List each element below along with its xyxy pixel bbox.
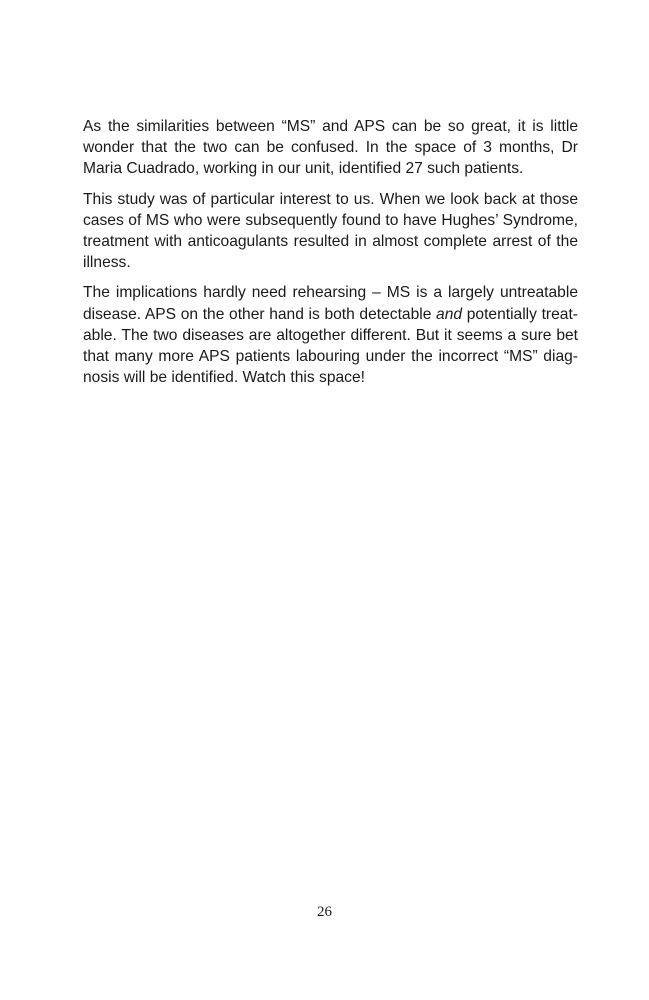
- paragraph-3-part-2: potentially treatable. The two diseases are altogether different. But it seems a sure bet that many more APS patients labouring under the incorrect “MS” diagnosis will be identified. Watch this space!: [83, 305, 578, 387]
- paragraph-3-part-1: The implications hardly need rehearsing – MS is a largely untreatable disease. APS on the other hand is both detectable: [83, 284, 578, 323]
- paragraph-1: As the similarities between “MS” and APS can be so great, it is little wonder that the two can be confused. In the space of 3 months, Dr Maria Cuadrado, working in our unit, identified 27 such patients.: [83, 118, 578, 178]
- body-text: [83, 116, 578, 397]
- paragraph-2: This study was of particular interest to us. When we look back at those cases of MS who were subsequently found to have Hughes’ Syndrome, treatment with anticoagulants resulted in almost complete arrest of the illness.: [83, 190, 578, 272]
- paragraph-3: [83, 282, 578, 388]
- emphasis-and: and: [436, 305, 463, 323]
- page-number: 26: [317, 904, 332, 920]
